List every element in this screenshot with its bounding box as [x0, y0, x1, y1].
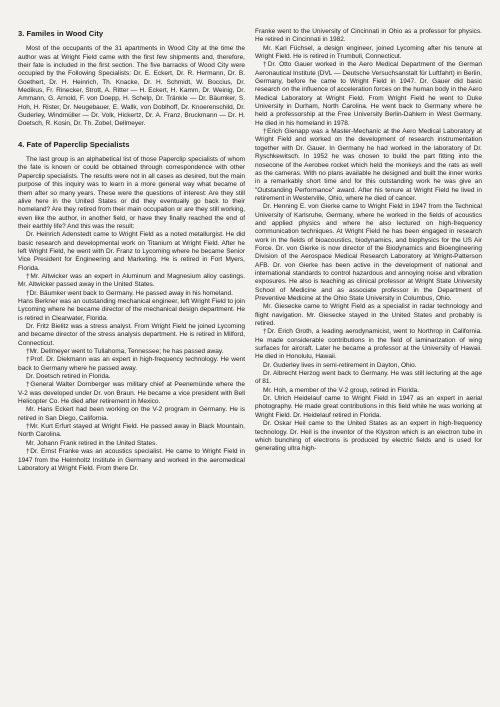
entry-paragraph: †General Walter Dornberger was military chief at Peenemünde where the V-2 was developed under Dr. von Braun. He became a vice president with Bell Helicopter Co. He died after retirement in Mexico.	[18, 381, 245, 406]
entry-paragraph: Dr. Guderley lives in semi-retirement in Dayton, Ohio.	[263, 361, 417, 369]
entry-paragraph: †Prof. Dr. Diekmann was an expert in high-frequency technology. He went back to Germany where he passed away.	[18, 356, 245, 372]
section-4-intro: The last group is an alphabetical list of those Paperclip specialists of whom the fate is known or could be obtained through correspondence with other Paperclip specialists. The results were not in all cases as desired, but the main purpose of this inquiry was to learn in a more general way what became of them after so many years. These were the questions of interest: Are they still alive here in the United States or did they eventually go back to their homeland? Are they retired from their main occupation or are they still working, even like the author, in another field, or have they finally reached the end of their earthly life? And this was the result:	[18, 156, 245, 230]
entry-paragraph: Mr. Karl Füchsel, a design engineer, joined Lycoming after his tenure at Wright Field. He is retired in Trumbull, Connecticut.	[255, 44, 482, 61]
entry-paragraph: Dr. Heinrich Adenstedt came to Wright Field as a noted metallurgist. He did basic research and developmental work on Titanium at Wright Field. After he left Wright Field, he went with Dr. Franz to Lycoming where he became Senior Vice President for Engineering and Marketing. He is retired in Fort Myers, Florida.	[18, 231, 245, 272]
section-4-heading: 4. Fate of Paperclip Specialists	[18, 139, 130, 149]
entry-paragraph: Dr. Doetsch retired in Florida.	[26, 373, 111, 381]
entry-paragraph: Mr. Giesecke came to Wright Field as a specialist in radar technology and flight navigation. Mr. Giesecke stayed in the United States and probably is retired.	[255, 303, 482, 328]
entry-paragraph: Dr. Henning E. von Gierke came to Wright Field in 1947 from the Technical University of Karlsruhe, Germany, where he worked in the fields of acoustics and applied physics and where he also lectured on high-frequency communication techniques. At Wright Field he has been engaged in research work in the fields of bioacoustics, biodynamics, and biophysics for the US Air Force. Dr. von Gierke is now director of the Biodynamics and Bioengineering Division of the Aerospace Medical Research Laboratory at Wright-Patterson AFB. Dr. von Gierke has been active in the development of national and international standards to control hazardous and annoying noise and vibration exposures. He also is teaching as clinical professor at Wright State University School of Medicine and as associate professor in the Department of Preventive Medicine at the Ohio State University in Columbus, Ohio.	[255, 203, 482, 302]
entry-paragraph: †Mr. Dellmeyer went to Tullahoma, Tennessee; he has passed away.	[26, 348, 224, 356]
entry-paragraph: †Dr. Bäumker went back to Germany. He passed away in his homeland.	[26, 289, 233, 297]
entry-paragraph: Dr. Albrecht Herzog went back to Germany. He was still lecturing at the age of 81.	[255, 370, 482, 386]
entry-paragraph: †Dr. Erich Groth, a leading aerodynamicist, went to Northrop in California. He made considerable contributions in the field of laminarization of wing surfaces for aircraft. Later he became a professor at the University of Hawaii. He died in Honolulu, Hawaii.	[255, 328, 482, 361]
left-column	[18, 28, 245, 707]
entry-paragraph: †Erich Gienapp was a Master-Mechanic at the Aero Medical Laboratory at Wright Field and worked on the development of research instrumentation together with Dr. Gauer. In Germany he had worked in the laboratory of Dr. Ryschkewitsch. In 1952 he was chosen to build the part fitting into the nosecone of the Aerobee rocket which held the monkeys and the rats as well as the cameras. With no plans available he designed and built the inner works in a remarkably short time and for this outstanding work he was give an "Outstanding Performance" award. After his tenure at Wright Field he lived in retirement in Westerville, Ohio, where he died of cancer.	[255, 128, 482, 202]
entry-paragraph: Mr. Hans Eckert had been working on the V-2 program in Germany. He is retired in San Diego, California.	[18, 406, 245, 422]
entry-paragraph: †Dr. Ernst Franke was an acoustics specialist. He came to Wright Field in 1947 from the Helmholtz Institute in Germany and worked in the aeromedical Laboratory at Wright Field. From there Dr.	[18, 448, 245, 472]
entry-paragraph: Mr. Johann Frank retired in the United States.	[26, 439, 158, 447]
section-3-body: Most of the occupants of the 31 apartments in Wood City at the time the author was at Wright Field came with the first few shipments and, therefore, their fate is included in the first section. The five barracks of Wood City were occupied by the Following Specialists: Dr. E. Eckert, Dr. R. Hermann, Dr. B. Goethert, Dr. H. Heinrich, Th. Knacke, Dr. H. Schmidt, W. Boccius, Dr. Medikus, Fr. Rinecker, Strott, A. Ritter — H. Eckert, H. Kamm, Dr. Weinig, Dr. Ammann, G. Arnold, F. von Doepp, H. Schelp, Dr. Tränkle — Dr. Bäumker, S. Hoh, H. Rister, Dr. Neugebauer, E. Wallk, von Doblhoff, Dr. Knoerenschild, Dr. Guderley, Windmüller — Dr. Volk, Hickertz, Dr. A. Franz, Bruckmann — Dr. H. Doetsch, R. Kosin, Dr. Th. Zobel, Dellmeyer.	[18, 45, 245, 128]
right-column	[255, 28, 482, 707]
section-3-heading: 3. Familes in Wood City	[18, 29, 104, 38]
entry-paragraph: Franke went to the University of Cincinnati in Ohio as a professor for physics. He retired in Cincinnati in 1982.	[255, 28, 482, 44]
entry-paragraph: Mr. Hoh, a member of the V-2 group, retired in Florida.	[263, 386, 420, 394]
entry-paragraph: Hans Berkner was an outstanding mechanical engineer, left Wright Field to join Lycoming where he became director of the mechanical design department. He is retired in Clearwater, Florida.	[18, 297, 245, 322]
entry-paragraph: †Mr. Altwicker was an expert in Aluminum and Magnesium alloy castings. Mr. Altwicker passed away in the United States.	[18, 272, 245, 289]
entry-paragraph: †Dr. Otto Gauer worked in the Aero Medical Department of the German Aeronautical Institute (DVL — Deutsche Versuchsanstalt für Luftfahrt) in Berlin, Germany, before he came to Wright Field in 1947. Dr. Gauer did basic research on the influence of acceleration forces on the human body in the Aero Medical Laboratory at Wright Field. From Wright Field he went to Duke University in Durham, North Carolina. He went back to Germany where he held a professorship at the Free University Berlin-Dahlem in West Germany. He died in his homeland in 1978.	[255, 61, 482, 127]
entry-paragraph: Dr. Ulrich Heidelauf came to Wright Field in 1947 as an expert in aerial photography. He made great contributions in this field while he was working at Wright Field. Dr. Heidelauf retired in Florida.	[255, 395, 482, 419]
entry-paragraph: †Mr. Kurt Erfurt stayed at Wright Field. He passed away in Black Mountain, North Carolina.	[18, 423, 245, 439]
entry-paragraph: Dr. Fritz Bielitz was a stress analyst. From Wright Field he joined Lycoming and became director of the stress analysis department. He is retired in Milford, Connecticut.	[18, 323, 245, 347]
entry-paragraph: Dr. Oskar Heil came to the United States as an expert in high-frequency technology. Dr. Heil is the inventor of the Klystron which is an electron tube in which bunching of electrons is produced by electric fields and is used for generating ultra high-	[255, 420, 482, 453]
